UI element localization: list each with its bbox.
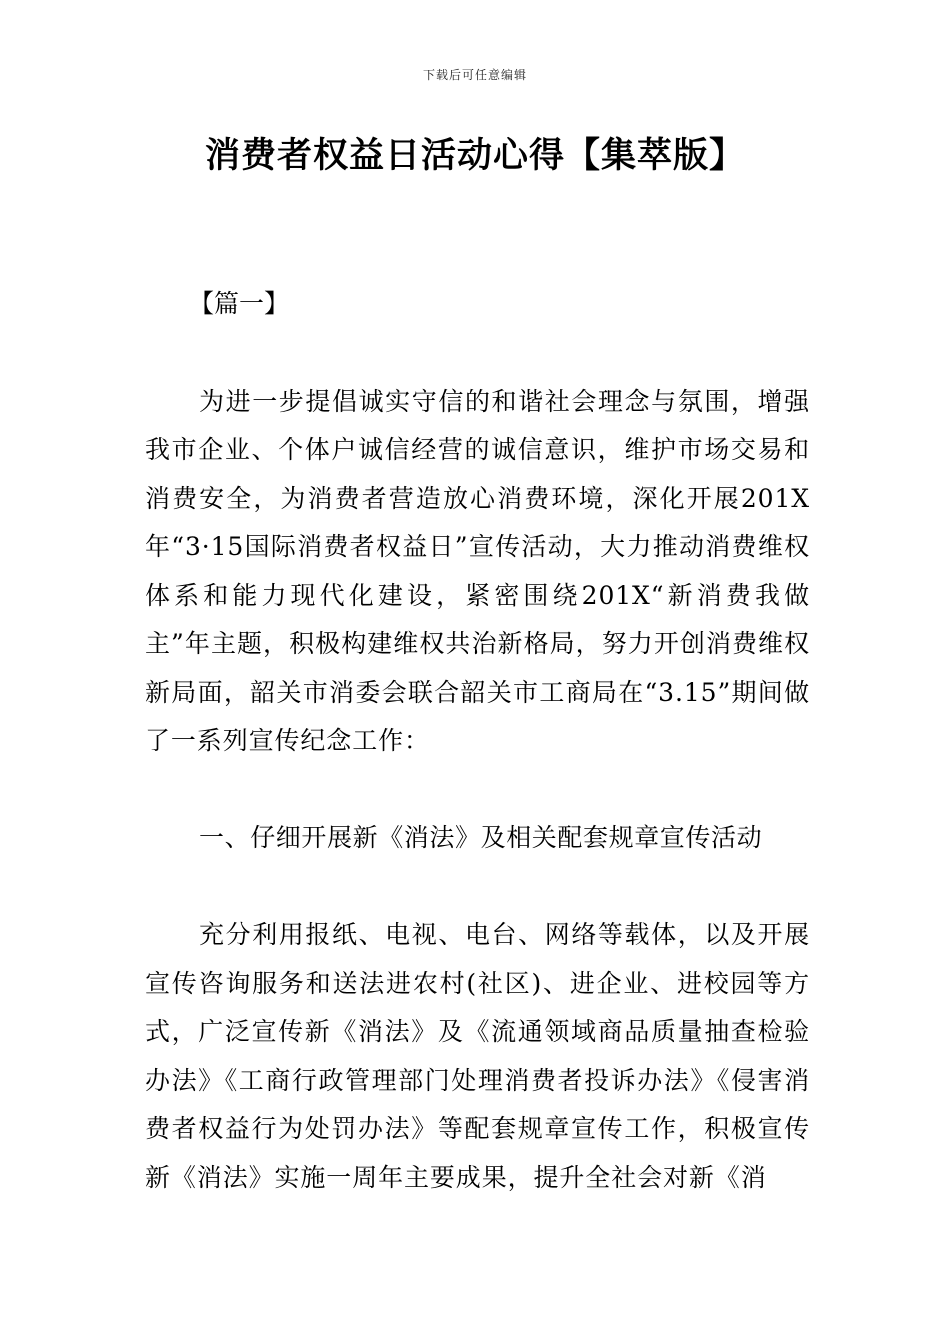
section-heading-1: 一、仔细开展新《消法》及相关配套规章宣传活动 [199,822,763,852]
document-body [145,280,810,1250]
section-label: 【篇一】 [189,289,290,318]
document-title: 消费者权益日活动心得【集萃版】 [204,136,745,176]
paragraph-publicity: 充分利用报纸、电视、电台、网络等载体，以及开展宣传咨询服务和送法进农村(社区)、进企业、进校园等方式，广泛宣传新《消法》及《流通领域商品质量抽查检验办法》《工商行政管理部门处理消费者投诉办法》《侵害消费者权益行为处罚办法》等配套规章宣传工作，积极宣传新《消法》实施一周年主要成果，提升全社会对新《消 [145,920,810,1192]
paragraph-intro: 为进一步提倡诚实守信的和谐社会理念与氛围，增强我市企业、个体户诚信经营的诚信意识，维护市场交易和消费安全，为消费者营造放心消费环境，深化开展201X年“3·15国际消费者权益日”宣传活动，大力推动消费维权体系和能力现代化建设，紧密围绕201X“新消费我做主”年主题，积极构建维权共治新格局，努力开创消费维权新局面，韶关市消委会联合韶关市工商局在“3.15”期间做了一系列宣传纪念工作： [145,386,810,755]
header-note: 下载后可任意编辑 [422,68,527,82]
